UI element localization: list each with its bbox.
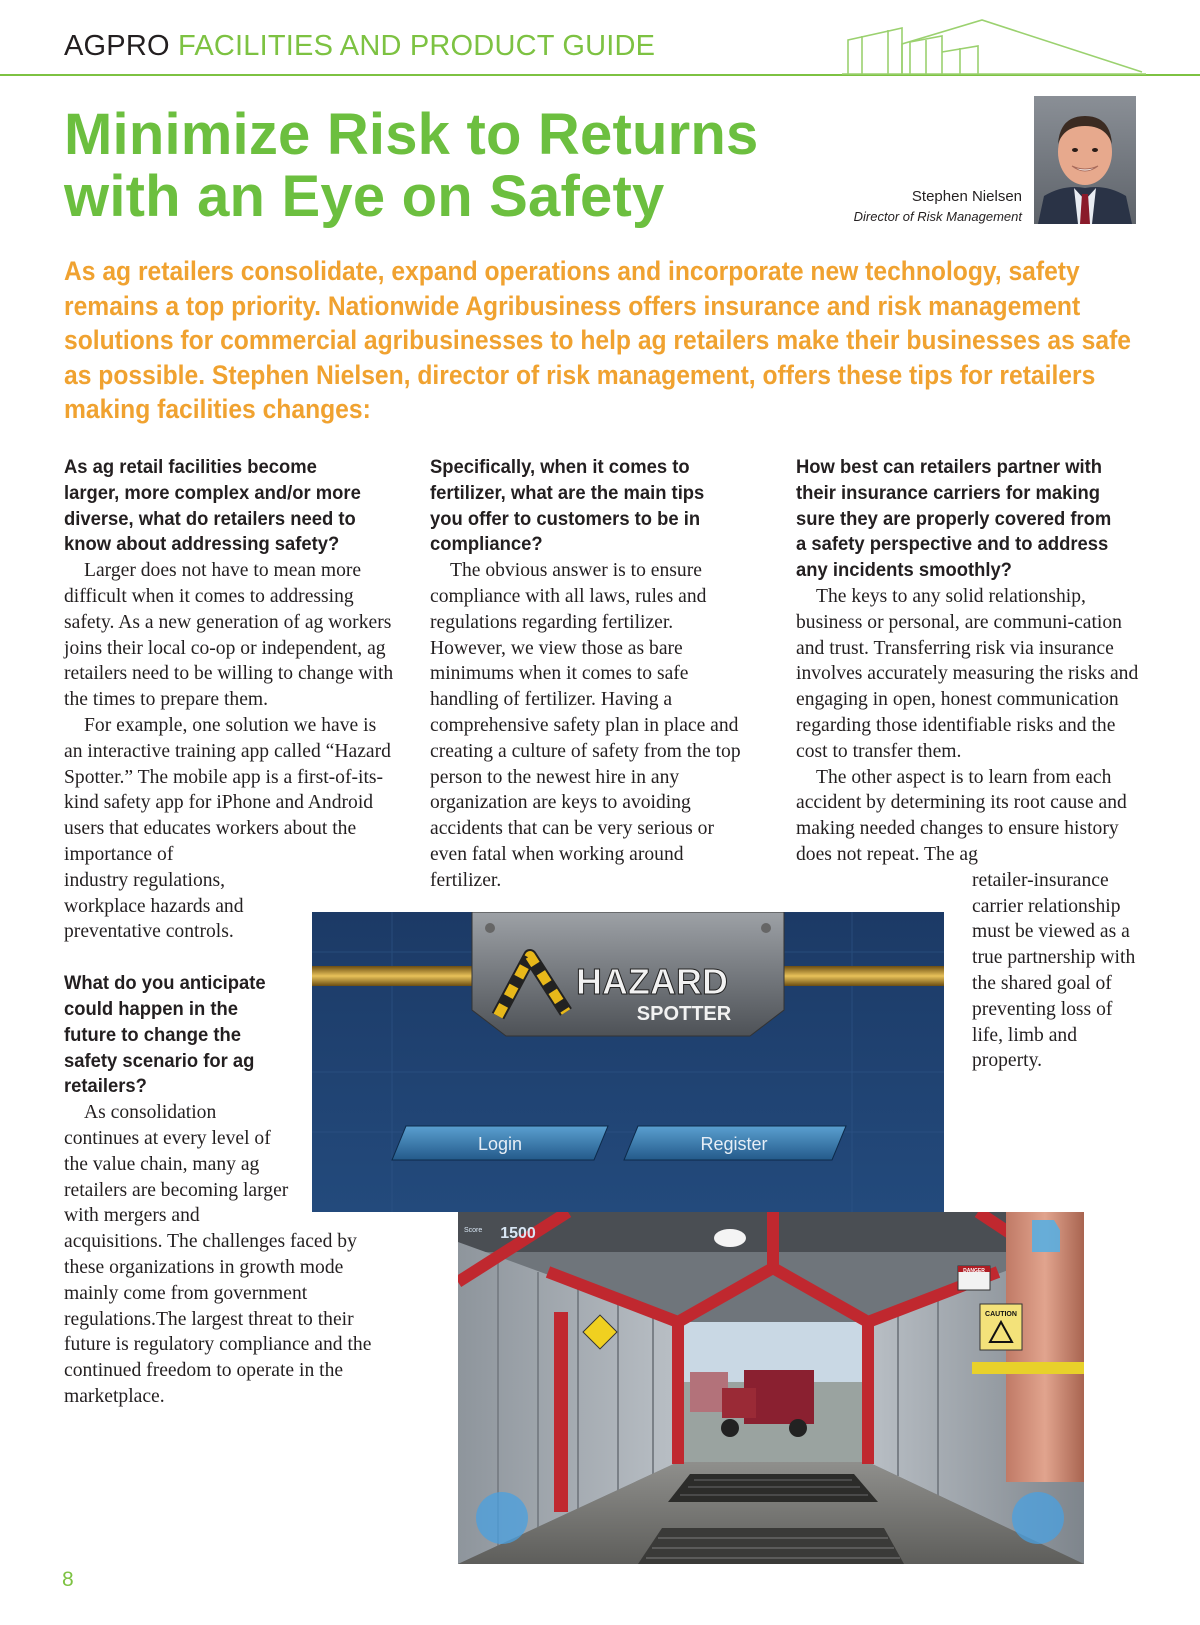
app-logo-bottom: SPOTTER [636, 1003, 732, 1025]
title-line-2: with an Eye on Safety [64, 164, 665, 229]
question-heading: What do you anticipate could happen in the future to change the safety scenario for ag retailers? [64, 972, 266, 1098]
question-heading: Specifically, when it comes to fertilizer, what are the main tips you offer to customers to be in compliance? [430, 456, 705, 556]
question-heading: As ag retail facilities become larger, more complex and/or more diverse, what do retailers need to know about addressing safety? [64, 456, 361, 556]
hazard-spotter-warehouse-screenshot [458, 1212, 1084, 1564]
column-2 [430, 455, 748, 894]
author-byline [854, 186, 1022, 226]
author-role: Director of Risk Management [853, 209, 1022, 224]
author-name: Stephen Nielsen [911, 188, 1022, 205]
paragraph: As consolidation continues at every level of the value chain, many ag retailers are becoming larger with mergers and [64, 1102, 289, 1227]
paragraph: The keys to any solid relationship, business or personal, are communi-cation and trust. Transferring risk via insurance involves accurately measuring the risks and engaging in open, honest communication regarding those identifiable risks and the cost to transfer them. [796, 585, 1139, 762]
paragraph-continued: industry regulations, workplace hazards and preventative controls. [64, 869, 244, 943]
hazard-spotter-login-screenshot [312, 912, 944, 1212]
paragraph: The obvious answer is to ensure compliance with all laws, rules and regulations regarding fertilizer. However, we view those as bare minimums when it comes to safe handling of fertilizer. Having a comprehensive safety plan in place and creating a culture of safety from the top person to the newest hire in any organization are keys to avoiding accidents that can be very serious or even fatal when working around fertilizer. [430, 560, 741, 891]
article-title [64, 104, 758, 228]
paragraph: For example, one solution we have is an interactive training app called “Hazard Spotter.” The mobile app is a first-of-its-kind safety app for iPhone and Android users that educates workers about the importance of [64, 714, 391, 865]
buildings-line-art-icon [842, 14, 1146, 76]
score-value: 1500 [500, 1225, 536, 1242]
paragraph: Larger does not have to mean more difficult when it comes to addressing safety. As a new generation of ag workers joins their local co-op or independent, ag retailers need to be willing to change with the times to prepare them. [64, 560, 394, 711]
page-number: 8 [62, 1568, 74, 1591]
title-line-1: Minimize Risk to Returns [64, 102, 759, 167]
score-label: Score [464, 1227, 483, 1234]
question-heading: How best can retailers partner with their insurance carriers for making sure they are properly covered from a safety perspective and to address any incidents smoothly? [796, 456, 1112, 582]
paragraph-continued: acquisitions. The challenges faced by these organizations in growth mode mainly come from government regulations.The largest threat to their future is regulatory compliance and the continued freedom to operate in the marketplace. [64, 1231, 372, 1407]
app-logo-top: HAZARD [576, 961, 728, 1002]
login-button: Login [477, 1134, 523, 1154]
header-brand: AGPRO [64, 30, 170, 62]
running-header [64, 30, 655, 63]
paragraph: The other aspect is to learn from each accident by determining its root cause and making needed changes to ensure history does not repeat. The ag [796, 766, 1127, 865]
lead-paragraph: As ag retailers consolidate, expand operations and incorporate new technology, safety remains a top priority. Nationwide Agribusiness offers insurance and risk management solutions for commercial agribusinesses to help ag retailers make their businesses as safe as possible. Stephen Nielsen, director of risk management, offers these tips for retailers making facilities changes: [64, 256, 1132, 424]
danger-sign: DANGER [963, 1268, 985, 1274]
paragraph-continued: retailer-insurance carrier relationship must be viewed as a true partnership with the shared goal of preventing loss of life, limb and property. [972, 869, 1136, 1072]
author-portrait [1034, 96, 1136, 224]
register-button: Register [700, 1134, 768, 1154]
header-guide-title: FACILITIES AND PRODUCT GUIDE [178, 30, 656, 62]
caution-sign: CAUTION [985, 1311, 1017, 1318]
